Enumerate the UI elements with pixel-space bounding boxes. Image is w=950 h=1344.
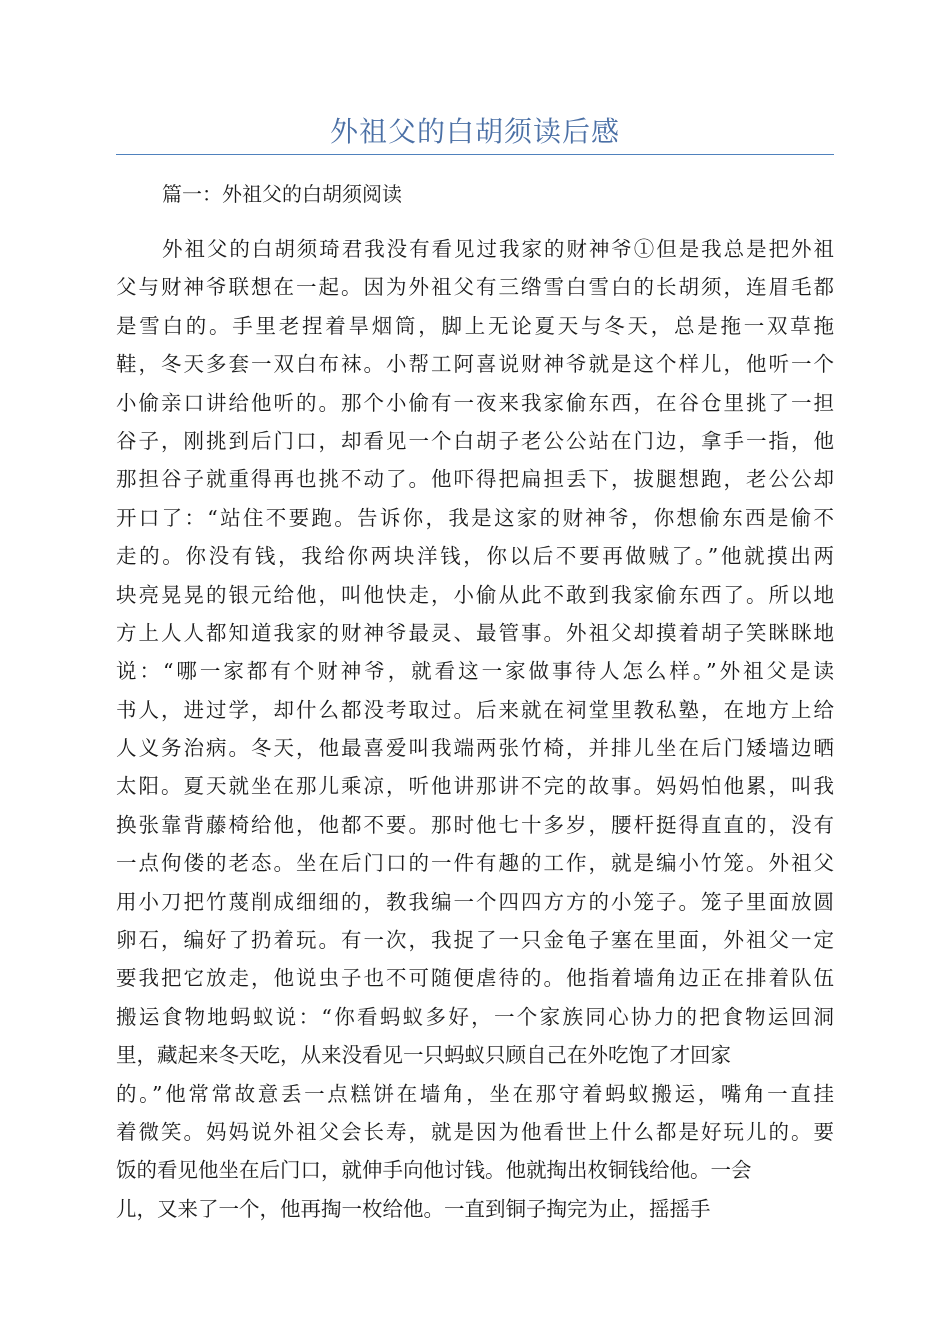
- body-line: 是雪白的。手里老捏着旱烟筒，脚上无论夏天与冬天，总是拖一双草拖: [116, 313, 834, 338]
- body-line: 块亮晃晃的银元给他，叫他快走，小偷从此不敢到我家偷东西了。所以地: [116, 582, 834, 607]
- body-line: 一点佝偻的老态。坐在后门口的一件有趣的工作，就是编小竹笼。外祖父: [116, 851, 834, 876]
- body-line: 谷子，刚挑到后门口，却看见一个白胡子老公公站在门边，拿手一指，他: [116, 428, 834, 453]
- body-line: 那担谷子就重得再也挑不动了。他吓得把扁担丢下，拔腿想跑，老公公却: [116, 467, 834, 492]
- body-line: 人义务治病。冬天，他最喜爱叫我端两张竹椅，并排儿坐在后门矮墙边晒: [116, 736, 834, 761]
- body-line: 鞋，冬天多套一双白布袜。小帮工阿喜说财神爷就是这个样儿，他听一个: [116, 352, 834, 377]
- body-line: 书人，进过学，却什么都没考取过。后来就在祠堂里教私塾，在地方上给: [116, 697, 834, 722]
- body-line: 外祖父的白胡须琦君我没有看见过我家的财神爷①但是我总是把外祖: [162, 237, 834, 261]
- document-title: 外祖父的白胡须读后感: [329, 115, 620, 148]
- body-line: 太阳。夏天就坐在那儿乘凉，听他讲那讲不完的故事。妈妈怕他累，叫我: [116, 774, 834, 799]
- body-text: [116, 230, 834, 1228]
- body-line: 走的。你没有钱，我给你两块洋钱，你以后不要再做贼了。”他就摸出两: [116, 544, 834, 569]
- body-line: 要我把它放走，他说虫子也不可随便虐待的。他指着墙角边正在排着队伍: [116, 966, 834, 991]
- body-line: 里，藏起来冬天吃，从来没看见一只蚂蚁只顾自己在外吃饱了才回家: [116, 1043, 731, 1068]
- body-line: 用小刀把竹蔑削成细细的，教我编一个四四方方的小笼子。笼子里面放圆: [116, 889, 834, 914]
- body-line: 搬运食物地蚂蚁说：“你看蚂蚁多好，一个家族同心协力的把食物运回洞: [116, 1004, 834, 1029]
- section-heading: 篇一：外祖父的白胡须阅读: [162, 182, 402, 206]
- body-line: 卵石，编好了扔着玩。有一次，我捉了一只金龟子塞在里面，外祖父一定: [116, 928, 834, 953]
- body-line: 开口了：“站住不要跑。告诉你，我是这家的财神爷，你想偷东西是偷不: [116, 505, 834, 530]
- body-line: 说：“哪一家都有个财神爷，就看这一家做事待人怎么样。”外祖父是读: [116, 659, 834, 684]
- body-line: 的。”他常常故意丢一点糕饼在墙角，坐在那守着蚂蚁搬运，嘴角一直挂: [116, 1081, 834, 1106]
- body-line: 方上人人都知道我家的财神爷最灵、最管事。外祖父却摸着胡子笑眯眯地: [116, 620, 834, 645]
- body-line: 小偷亲口讲给他听的。那个小偷有一夜来我家偷东西，在谷仓里挑了一担: [116, 390, 834, 415]
- body-line: 儿，又来了一个，他再掏一枚给他。一直到铜子掏完为止，摇摇手: [116, 1196, 711, 1221]
- body-line: 换张靠背藤椅给他，他都不要。那时他七十多岁，腰杆挺得直直的，没有: [116, 812, 834, 837]
- title-underline: [116, 154, 834, 155]
- body-line: 着微笑。妈妈说外祖父会长寿，就是因为他看世上什么都是好玩儿的。要: [116, 1119, 834, 1144]
- body-line: 父与财神爷联想在一起。因为外祖父有三绺雪白雪白的长胡须，连眉毛都: [116, 275, 834, 300]
- body-line: 饭的看见他坐在后门口，就伸手向他讨钱。他就掏出枚铜钱给他。一会: [116, 1158, 752, 1183]
